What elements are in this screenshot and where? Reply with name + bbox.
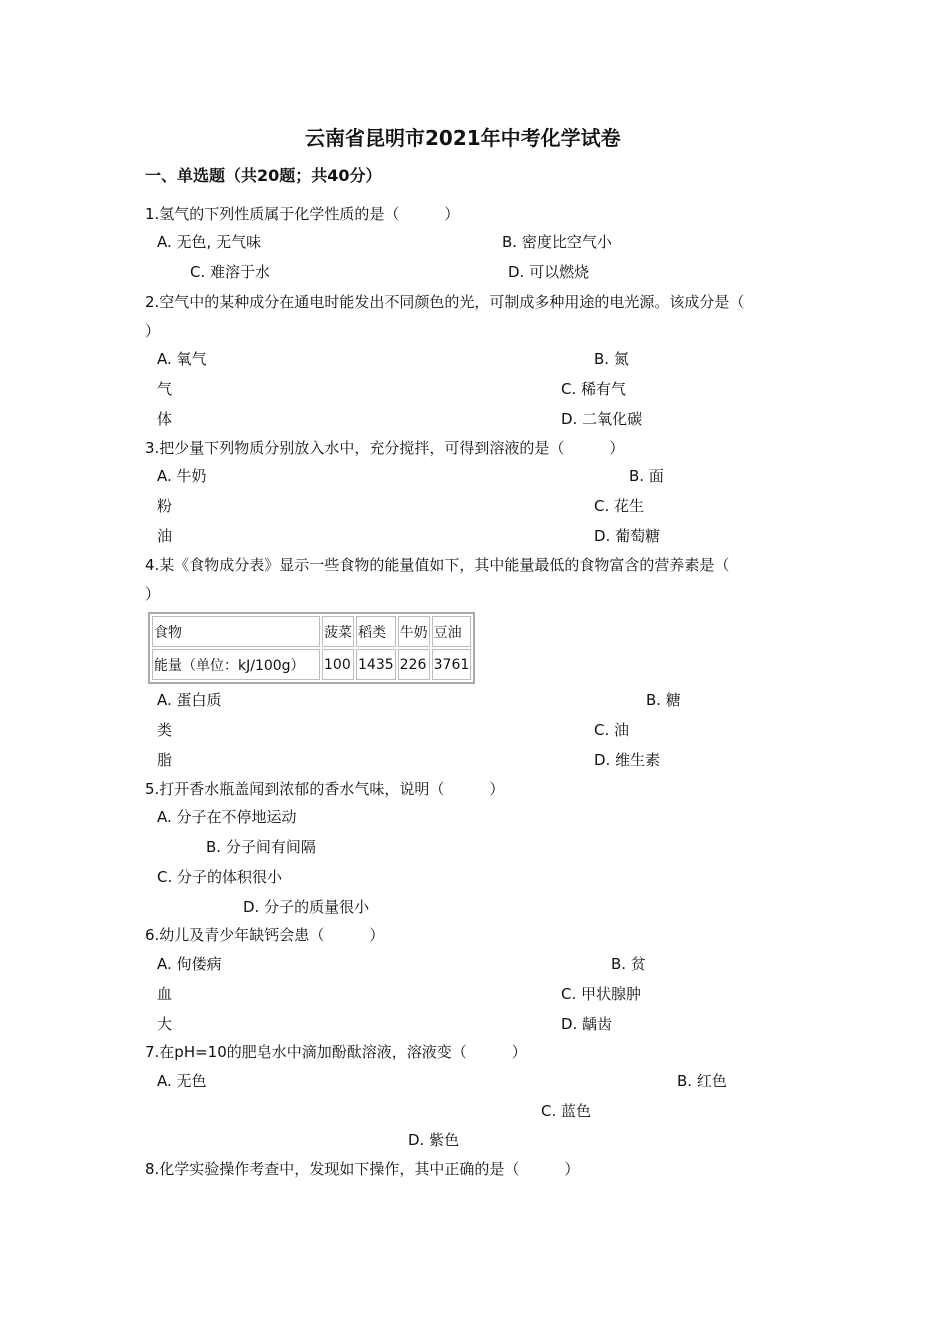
question-2-option-c[interactable]: C. 稀有气: [561, 380, 627, 398]
question-5-option-d[interactable]: D. 分子的质量很小: [243, 898, 370, 916]
question-7-option-a[interactable]: A. 无色: [157, 1072, 207, 1090]
table-cell: 食物: [152, 616, 320, 647]
question-4-option-c[interactable]: C. 油: [594, 721, 630, 739]
question-1-stem: 1.氢气的下列性质属于化学性质的是（ ）: [145, 205, 460, 223]
question-3-option-b-cont: 粉: [157, 497, 173, 515]
table-cell: 牛奶: [398, 616, 430, 647]
question-2-option-a[interactable]: A. 氧气: [157, 350, 207, 368]
table-cell: 能量（单位：kJ/100g）: [152, 649, 320, 680]
page-title: 云南省昆明市2021年中考化学试卷: [305, 126, 621, 150]
question-6-option-d[interactable]: D. 龋齿: [561, 1015, 613, 1033]
question-2-option-d[interactable]: D. 二氧化碳: [561, 410, 643, 428]
question-3-option-a[interactable]: A. 牛奶: [157, 467, 207, 485]
table-row: [152, 649, 471, 680]
question-7-option-c[interactable]: C. 蓝色: [541, 1102, 592, 1120]
question-8-stem: 8.化学实验操作考查中，发现如下操作，其中正确的是（ ）: [145, 1160, 580, 1178]
question-4-option-d[interactable]: D. 维生素: [594, 751, 661, 769]
question-4-option-a[interactable]: A. 蛋白质: [157, 691, 222, 709]
table-cell: 豆油: [432, 616, 472, 647]
question-4-option-b[interactable]: B. 糖: [646, 691, 681, 709]
question-1-option-b[interactable]: B. 密度比空气小: [502, 233, 612, 251]
section-heading: 一、单选题（共20题；共40分）: [145, 166, 382, 185]
table-cell: 1435: [356, 649, 396, 680]
question-7-option-d[interactable]: D. 紫色: [408, 1131, 460, 1149]
question-3-stem: 3.把少量下列物质分别放入水中，充分搅拌，可得到溶液的是（ ）: [145, 439, 625, 457]
table-cell: 100: [322, 649, 354, 680]
question-5-stem: 5.打开香水瓶盖闻到浓郁的香水气味，说明（ ）: [145, 780, 505, 798]
question-7-stem: 7.在pH=10的肥皂水中滴加酚酞溶液，溶液变（ ）: [145, 1043, 527, 1061]
question-7-option-b[interactable]: B. 红色: [677, 1072, 727, 1090]
question-6-option-b[interactable]: B. 贫: [611, 955, 646, 973]
table-header-row: [152, 616, 471, 647]
question-2-option-c-cont: 体: [157, 410, 173, 428]
question-3-option-b[interactable]: B. 面: [629, 467, 664, 485]
question-6-option-c-cont: 大: [157, 1015, 173, 1033]
question-6-option-c[interactable]: C. 甲状腺肿: [561, 985, 642, 1003]
question-2-option-b[interactable]: B. 氮: [594, 350, 629, 368]
question-5-option-a[interactable]: A. 分子在不停地运动: [157, 808, 297, 826]
question-2-stem: 2.空气中的某种成分在通电时能发出不同颜色的光，可制成多种用途的电光源。该成分是（: [145, 293, 745, 311]
question-1-option-d[interactable]: D. 可以燃烧: [508, 263, 590, 281]
question-2-stem-end: ）: [145, 322, 161, 340]
question-1-option-c[interactable]: C. 难溶于水: [190, 263, 271, 281]
question-4-option-b-cont: 类: [157, 721, 173, 739]
question-4-stem: 4.某《食物成分表》显示一些食物的能量值如下，其中能量最低的食物富含的营养素是（: [145, 556, 730, 574]
question-1-option-a[interactable]: A. 无色, 无气味: [157, 233, 262, 251]
question-6-option-a[interactable]: A. 佝偻病: [157, 955, 222, 973]
table-cell: 3761: [432, 649, 472, 680]
question-2-option-b-cont: 气: [157, 380, 173, 398]
question-3-option-c-cont: 油: [157, 527, 173, 545]
question-6-option-b-cont: 血: [157, 985, 173, 1003]
question-4-option-c-cont: 脂: [157, 751, 173, 769]
table-cell: 菠菜: [322, 616, 354, 647]
question-6-stem: 6.幼儿及青少年缺钙会患（ ）: [145, 926, 385, 944]
question-3-option-c[interactable]: C. 花生: [594, 497, 645, 515]
question-5-option-c[interactable]: C. 分子的体积很小: [157, 868, 283, 886]
question-4-stem-end: ）: [145, 585, 161, 603]
table-cell: 226: [398, 649, 430, 680]
question-5-option-b[interactable]: B. 分子间有间隔: [206, 838, 316, 856]
food-energy-table: [148, 612, 475, 684]
table-cell: 稻类: [356, 616, 396, 647]
question-3-option-d[interactable]: D. 葡萄糖: [594, 527, 661, 545]
